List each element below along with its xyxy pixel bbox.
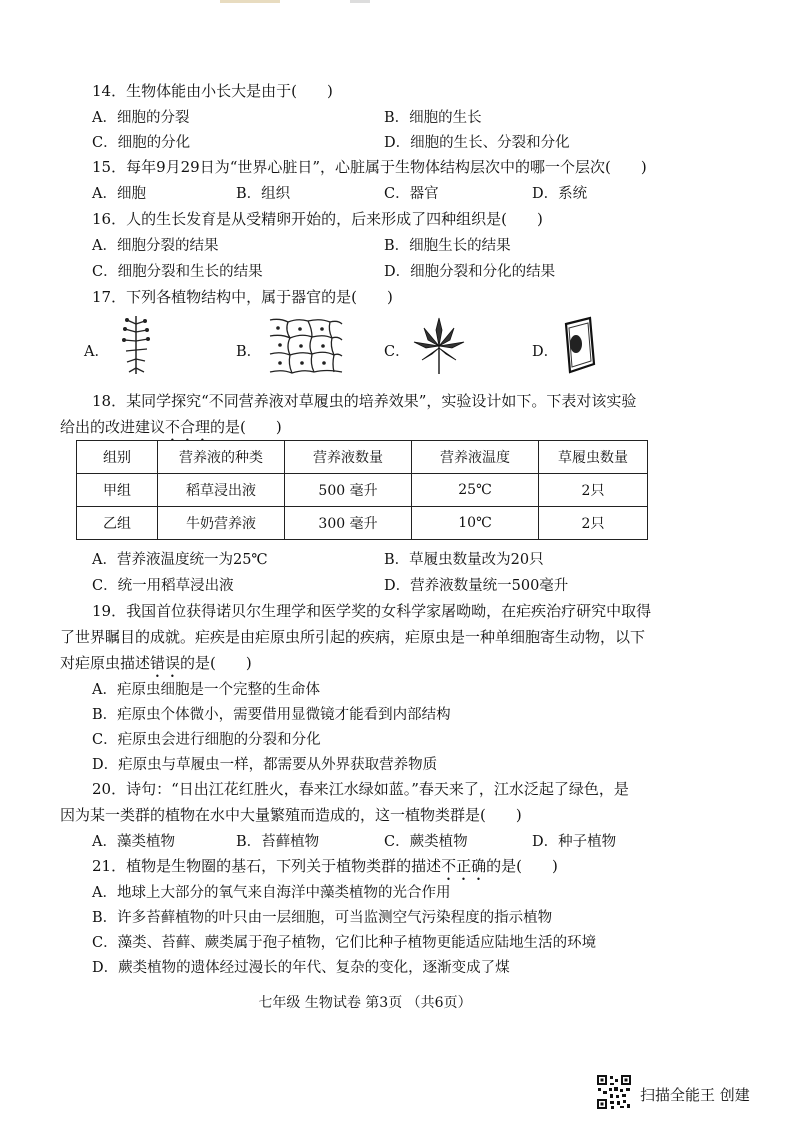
- q16-option-a: A．细胞分裂的结果: [92, 238, 219, 254]
- table-header: 营养液的种类: [158, 441, 285, 474]
- table-row: [77, 507, 648, 540]
- table-cell: 300 毫升: [285, 507, 412, 540]
- q18-option-b: B．草履虫数量改为20只: [384, 552, 544, 568]
- q21-option-b: B．许多苔藓植物的叶只由一层细胞，可当监测空气污染程度的指示植物: [92, 910, 553, 926]
- table-header: 营养液数量: [285, 441, 412, 474]
- q14-stem: 14．生物体能由小长大是由于( ): [92, 82, 333, 100]
- leaf-drawing: [410, 316, 468, 376]
- q21-stem-pre: 21．植物是生物圈的基石，下列关于植物类群的描述: [92, 857, 442, 875]
- q16-option-d: D．细胞分裂和分化的结果: [384, 264, 556, 280]
- q18-option-c: C．统一用稻草浸出液: [92, 578, 234, 594]
- qr-code-icon: [596, 1074, 632, 1110]
- q21-stem-post: 的是( ): [486, 857, 558, 875]
- q20-option-d: D．种子植物: [532, 834, 617, 850]
- table-cell: 稻草浸出液: [158, 474, 285, 507]
- q19-stem-pre: 对疟原虫描述: [60, 654, 151, 672]
- q21-option-d: D．蕨类植物的遗体经过漫长的年代、复杂的变化，逐渐变成了煤: [92, 960, 510, 976]
- q19-stem-line3: [60, 652, 252, 681]
- q20-option-a: A．藻类植物: [92, 834, 175, 850]
- q14-option-b: B．细胞的生长: [384, 110, 482, 126]
- q20-option-c: C．蕨类植物: [384, 834, 468, 850]
- q21-option-a: A．地球上大部分的氧气来自海洋中藻类植物的光合作用: [92, 885, 451, 901]
- q20-stem-line1: 20．诗句：“日出江花红胜火，春来江水绿如蓝。”春天来了，江水泛起了绿色，是: [92, 780, 629, 798]
- q17-option-c: C．: [384, 344, 410, 360]
- q19-option-a: A．疟原虫细胞是一个完整的生命体: [92, 682, 320, 698]
- q15-option-c: C．器官: [384, 186, 439, 202]
- q19-stem-emphasis: 错误: [150, 654, 181, 672]
- q14-option-d: D．细胞的生长、分裂和分化: [384, 135, 570, 151]
- q16-option-b: B．细胞生长的结果: [384, 238, 511, 254]
- q17-stem: 17．下列各植物结构中，属于器官的是( ): [92, 288, 393, 306]
- q20-option-b: B．苔藓植物: [236, 834, 320, 850]
- q18-stem-emphasis: 不合理: [165, 418, 211, 436]
- q21-option-c: C．藻类、苔藓、蕨类属于孢子植物，它们比种子植物更能适应陆地生活的环境: [92, 935, 597, 951]
- q15-option-a: A．细胞: [92, 186, 146, 202]
- table-cell: 甲组: [77, 474, 158, 507]
- plant-root-drawing: [118, 314, 154, 376]
- table-cell: 牛奶营养液: [158, 507, 285, 540]
- table-cell: 10℃: [412, 507, 539, 540]
- q16-stem: 16．人的生长发育是从受精卵开始的，后来形成了四种组织是( ): [92, 210, 543, 228]
- q18-option-d: D．营养液数量统一500毫升: [384, 578, 569, 594]
- q16-option-c: C．细胞分裂和生长的结果: [92, 264, 263, 280]
- q20-stem-line2: 因为某一类群的植物在水中大量繁殖而造成的，这一植物类群是( ): [60, 806, 522, 824]
- q21-stem: [92, 855, 558, 884]
- q19-stem-post: 的是( ): [180, 654, 252, 672]
- q18-stem-post: 的是( ): [210, 418, 282, 436]
- q14-option-a: A．细胞的分裂: [92, 110, 190, 126]
- q19-stem-line2: 了世界瞩目的成就。疟疾是由疟原虫所引起的疾病，疟原虫是一种单细胞寄生动物，以下: [60, 628, 646, 646]
- q17-option-a: A．: [84, 344, 109, 360]
- q15-option-d: D．系统: [532, 186, 588, 202]
- plant-cell-drawing: [560, 316, 596, 374]
- table-header: 草履虫数量: [539, 441, 648, 474]
- q18-stem-pre: 给出的改进建议: [60, 418, 166, 436]
- table-header: 组别: [77, 441, 158, 474]
- scanner-watermark: 扫描全能王 创建: [640, 1086, 750, 1104]
- q19-stem-line1: 19．我国首位获得诺贝尔生理学和医学奖的女科学家屠呦呦，在疟疾治疗研究中取得: [92, 602, 652, 620]
- page-footer: 七年级 生物试卷 第3页 （共6页）: [258, 995, 472, 1011]
- table-cell: 2只: [539, 474, 648, 507]
- q17-option-d: D．: [532, 344, 559, 360]
- q17-option-b: B．: [236, 344, 262, 360]
- table-cell: 2只: [539, 507, 648, 540]
- q19-option-c: C．疟原虫会进行细胞的分裂和分化: [92, 732, 321, 748]
- table-row: [77, 474, 648, 507]
- table-cell: 500 毫升: [285, 474, 412, 507]
- q21-stem-emphasis: 不正确: [441, 857, 487, 875]
- experiment-table: [76, 440, 648, 540]
- q18-option-a: A．营养液温度统一为25℃: [92, 552, 268, 568]
- q15-stem: 15．每年9月29日为“世界心脏日”，心脏属于生物体结构层次中的哪一个层次( ): [92, 158, 647, 176]
- q19-option-d: D．疟原虫与草履虫一样，都需要从外界获取营养物质: [92, 757, 438, 773]
- table-header: 营养液温度: [412, 441, 539, 474]
- table-header-row: [77, 441, 648, 474]
- q18-stem-line1: 18．某同学探究“不同营养液对草履虫的培养效果”，实验设计如下。下表对该实验: [92, 392, 637, 410]
- table-cell: 25℃: [412, 474, 539, 507]
- q19-option-b: B．疟原虫个体微小，需要借用显微镜才能看到内部结构: [92, 707, 451, 723]
- q14-option-c: C．细胞的分化: [92, 135, 191, 151]
- table-cell: 乙组: [77, 507, 158, 540]
- cell-tissue-drawing: [268, 316, 344, 376]
- q15-option-b: B．组织: [236, 186, 291, 202]
- top-scan-mark: [220, 0, 380, 4]
